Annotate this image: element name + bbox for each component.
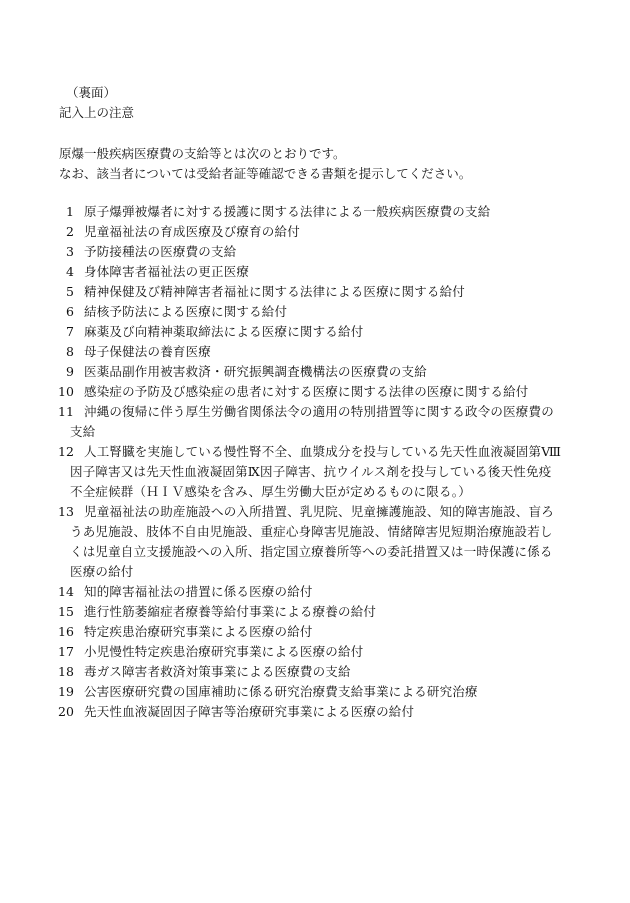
list-item-number: 1 (66, 204, 74, 219)
list-item (58, 702, 578, 722)
list-item (58, 662, 578, 682)
list-item-number: 16 (58, 624, 74, 639)
list-item (58, 382, 578, 402)
list-item (58, 602, 578, 622)
list-item-line: 予防接種法の医療費の支給 (84, 244, 237, 259)
list-item-line: 支給 (70, 424, 96, 439)
list-item (58, 262, 578, 282)
list-item (58, 302, 578, 322)
page-title: 記入上の注意 (59, 105, 135, 120)
list-item-number: 17 (58, 644, 74, 659)
list-item (58, 442, 578, 502)
list-item-line: 医薬品副作用被害救済・研究振興調査機構法の医療費の支給 (84, 364, 427, 379)
list-item (58, 362, 578, 382)
list-item-line: 精神保健及び精神障害者福祉に関する法律による医療に関する給付 (84, 284, 466, 299)
list-item-text (84, 322, 578, 342)
list-item-number: 10 (58, 384, 74, 399)
list-item (58, 642, 578, 662)
list-item-number: 3 (66, 244, 74, 259)
list-item-line: 公害医療研究費の国庫補助に係る研究治療費支給事業による研究治療 (84, 684, 478, 699)
list-item-text (84, 242, 578, 262)
list-item-text (84, 642, 578, 662)
list-item (58, 682, 578, 702)
list-item-number: 7 (66, 324, 74, 339)
intro-line-2: なお、該当者については受給者証等確認できる書類を提示してください。 (59, 166, 472, 181)
list-item-text (84, 222, 578, 242)
list-item-line: 因子障害又は先天性血液凝固第Ⅸ因子障害、抗ウイルス剤を投与している後天性免疫 (70, 464, 552, 479)
benefit-list (58, 202, 578, 722)
list-item-line: 感染症の予防及び感染症の患者に対する医療に関する法律の医療に関する給付 (84, 384, 529, 399)
list-item-number: 19 (58, 684, 74, 699)
list-item-number: 4 (66, 264, 74, 279)
list-item-line: 進行性筋萎縮症者療養等給付事業による療養の給付 (84, 604, 377, 619)
list-item (58, 222, 578, 242)
list-item-line: 母子保健法の養育医療 (84, 344, 212, 359)
list-item-text (84, 682, 578, 702)
list-item-text (70, 442, 578, 502)
list-item-number: 5 (66, 284, 74, 299)
list-item-text (84, 342, 578, 362)
list-item-number: 2 (66, 224, 74, 239)
list-item (58, 202, 578, 222)
list-item (58, 582, 578, 602)
list-item-line: 先天性血液凝固因子障害等治療研究事業による医療の給付 (84, 704, 415, 719)
list-item-line: 特定疾患治療研究事業による医療の給付 (84, 624, 313, 639)
list-item-line: うあ児施設、肢体不自由児施設、重症心身障害児施設、情緒障害児短期治療施設若し (70, 524, 553, 539)
list-item (58, 342, 578, 362)
list-item-text (84, 282, 578, 302)
list-item-number: 14 (58, 584, 74, 599)
list-item-text (84, 202, 578, 222)
list-item-number: 8 (66, 344, 74, 359)
list-item-text (84, 382, 578, 402)
list-item (58, 402, 578, 442)
list-item-line: 沖縄の復帰に伴う厚生労働省関係法令の適用の特別措置等に関する政令の医療費の (84, 404, 554, 419)
list-item-line: 児童福祉法の助産施設への入所措置、乳児院、児童擁護施設、知的障害施設、盲ろ (84, 504, 554, 519)
list-item-number: 13 (58, 504, 74, 519)
list-item-text (84, 582, 578, 602)
list-item-line: 小児慢性特定疾患治療研究事業による医療の給付 (84, 644, 364, 659)
list-item-text (84, 662, 578, 682)
list-item-line: 原子爆弾被爆者に対する援護に関する法律による一般疾病医療費の支給 (84, 204, 491, 219)
list-item-text (70, 402, 578, 442)
list-item (58, 282, 578, 302)
list-item-line: 麻薬及び向精神薬取締法による医療に関する給付 (84, 324, 364, 339)
list-item-number: 9 (66, 364, 74, 379)
list-item-line: 不全症候群（ＨＩＶ感染を含み、厚生労働大臣が定めるものに限る。） (70, 484, 471, 499)
list-item-text (84, 302, 578, 322)
list-item-text (84, 702, 578, 722)
list-item-number: 12 (58, 444, 74, 459)
list-item-line: 人工腎臓を実施している慢性腎不全、血漿成分を投与している先天性血液凝固第Ⅷ (84, 444, 562, 459)
list-item-line: 身体障害者福祉法の更正医療 (84, 264, 250, 279)
list-item (58, 322, 578, 342)
list-item-number: 18 (58, 664, 74, 679)
list-item-text (84, 362, 578, 382)
list-item-number: 11 (58, 404, 74, 419)
list-item-text (84, 622, 578, 642)
list-item (58, 622, 578, 642)
list-item-number: 20 (58, 704, 74, 719)
list-item (58, 502, 578, 582)
list-item-line: 知的障害福祉法の措置に係る医療の給付 (84, 584, 313, 599)
list-item-text (70, 502, 578, 582)
intro-line-1: 原爆一般疾病医療費の支給等とは次のとおりです。 (59, 146, 346, 161)
list-item-number: 6 (66, 304, 74, 319)
list-item-line: 医療の給付 (70, 564, 134, 579)
list-item-line: くは児童自立支援施設への入所、指定国立療養所等への委託措置又は一時保護に係る (70, 544, 553, 559)
list-item-line: 毒ガス障害者救済対策事業による医療費の支給 (84, 664, 351, 679)
list-item (58, 242, 578, 262)
list-item-text (84, 602, 578, 622)
list-item-line: 結核予防法による医療に関する給付 (84, 304, 288, 319)
list-item-text (84, 262, 578, 282)
back-side-label: （裏面） (66, 85, 117, 100)
list-item-line: 児童福祉法の育成医療及び療育の給付 (84, 224, 300, 239)
list-item-number: 15 (58, 604, 74, 619)
